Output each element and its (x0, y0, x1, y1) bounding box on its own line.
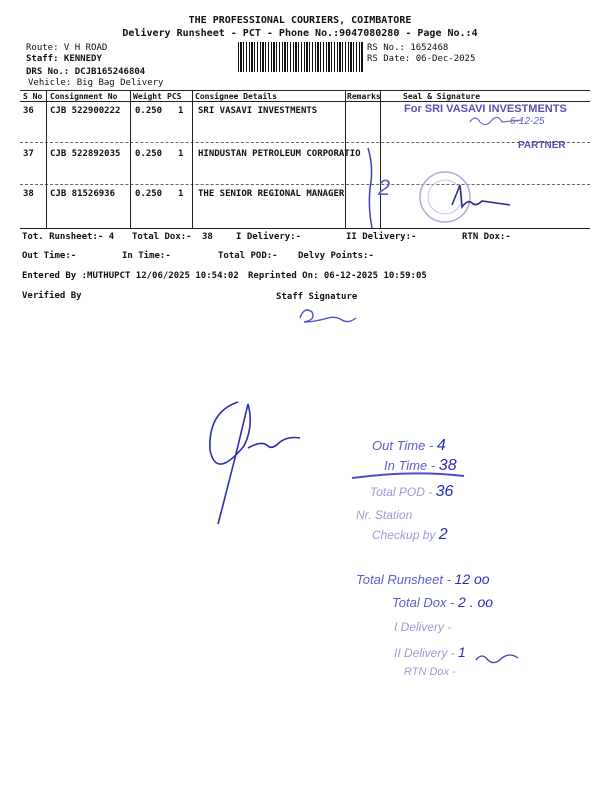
col-header-seal: Seal & Signature (403, 92, 481, 101)
row-pcs: 1 (178, 106, 184, 116)
note-i-delivery: I Delivery - (394, 620, 452, 634)
out-time-label: Out Time:- (22, 251, 77, 261)
vasavi-stamp-date: 6-12-25 (510, 116, 545, 127)
staff-signature-label: Staff Signature (276, 292, 358, 302)
note-in-time: In Time - 38 (384, 457, 457, 474)
vehicle-label: Vehicle: Big Bag Delivery (28, 78, 164, 88)
verifier-signature-ink (210, 402, 300, 524)
verified-by-label: Verified By (22, 291, 82, 301)
drs-number: DRS No.: DCJB165246804 (26, 67, 146, 77)
row-sno: 36 (23, 106, 34, 116)
reprinted-on: Reprinted On: 06-12-2025 10:59:05 (248, 271, 427, 281)
col-header-pcs: PCS (167, 92, 182, 101)
staff-signature-ink (300, 310, 356, 322)
col-header-sno: S No (23, 92, 43, 101)
note-out-time: Out Time - 4 (372, 437, 446, 454)
remark-handwritten: 2 (378, 175, 391, 200)
runsheet-subtitle: Delivery Runsheet - PCT - Phone No.:9047080280 - Page No.:4 (122, 28, 478, 39)
note-total-pod: Total POD - 36 (370, 483, 454, 500)
note-ii-delivery: II Delivery - 1 (394, 644, 466, 660)
note-total-runsheet: Total Runsheet - 12 oo (356, 571, 490, 587)
row-consignee: HINDUSTAN PETROLEUM CORPORATIO (198, 149, 361, 159)
row-consignment: CJB 522892035 (50, 149, 121, 159)
row-weight: 0.250 (135, 189, 163, 199)
col-header-weight: Weight (133, 92, 162, 101)
i-delivery-label: I Delivery:- (236, 232, 302, 242)
entered-by: Entered By :MUTHUPCT 12/06/2025 10:54:02 (22, 271, 239, 281)
ii-delivery-label: II Delivery:- (346, 232, 417, 242)
rs-date: RS Date: 06-Dec-2025 (367, 54, 476, 64)
row-sno: 37 (23, 149, 34, 159)
total-dox-count: 38 (202, 232, 213, 242)
col-header-consignment: Consignment No (50, 92, 118, 101)
row-consignment: CJB 81526936 (50, 189, 116, 199)
row-sno: 38 (23, 189, 34, 199)
note-rtn-dox: RTN Dox - (404, 666, 456, 678)
partner-stamp: PARTNER (518, 140, 566, 151)
note-total-dox: Total Dox - 2 . oo (392, 594, 494, 610)
row-consignment: CJB 522900222 (50, 106, 121, 116)
row-pcs: 1 (178, 149, 184, 159)
note-checkup: Checkup by 2 (372, 526, 448, 543)
col-header-consignee: Consignee Details (195, 92, 277, 101)
row-consignee: THE SENIOR REGIONAL MANAGER (198, 189, 345, 199)
route-label: Route: V H ROAD (26, 43, 108, 53)
row-consignee: SRI VASAVI INVESTMENTS (198, 106, 318, 116)
company-title: THE PROFESSIONAL COURIERS, COIMBATORE (188, 15, 412, 26)
ii-delivery-squiggle (476, 655, 518, 663)
col-header-remarks: Remarks (347, 92, 381, 101)
row-pcs: 1 (178, 189, 184, 199)
delvy-points-label: Delvy Points:- (298, 251, 374, 261)
row-weight: 0.250 (135, 149, 163, 159)
signature-scribble (470, 117, 522, 124)
total-pod-label: Total POD:- (218, 251, 278, 261)
tot-runsheet: Tot. Runsheet:- 4 (22, 232, 115, 242)
rs-number: RS No.: 1652468 (367, 43, 449, 53)
staff-label: Staff: KENNEDY (26, 54, 102, 64)
round-seal-inner (428, 180, 462, 214)
remark-bracket (368, 148, 372, 228)
rtn-dox-label: RTN Dox:- (462, 232, 511, 242)
total-dox-label: Total Dox:- (132, 232, 192, 242)
vasavi-stamp: For SRI VASAVI INVESTMENTS (404, 103, 567, 115)
in-time-label: In Time:- (122, 251, 171, 261)
note-station: Nr. Station (356, 508, 413, 522)
row-weight: 0.250 (135, 106, 163, 116)
